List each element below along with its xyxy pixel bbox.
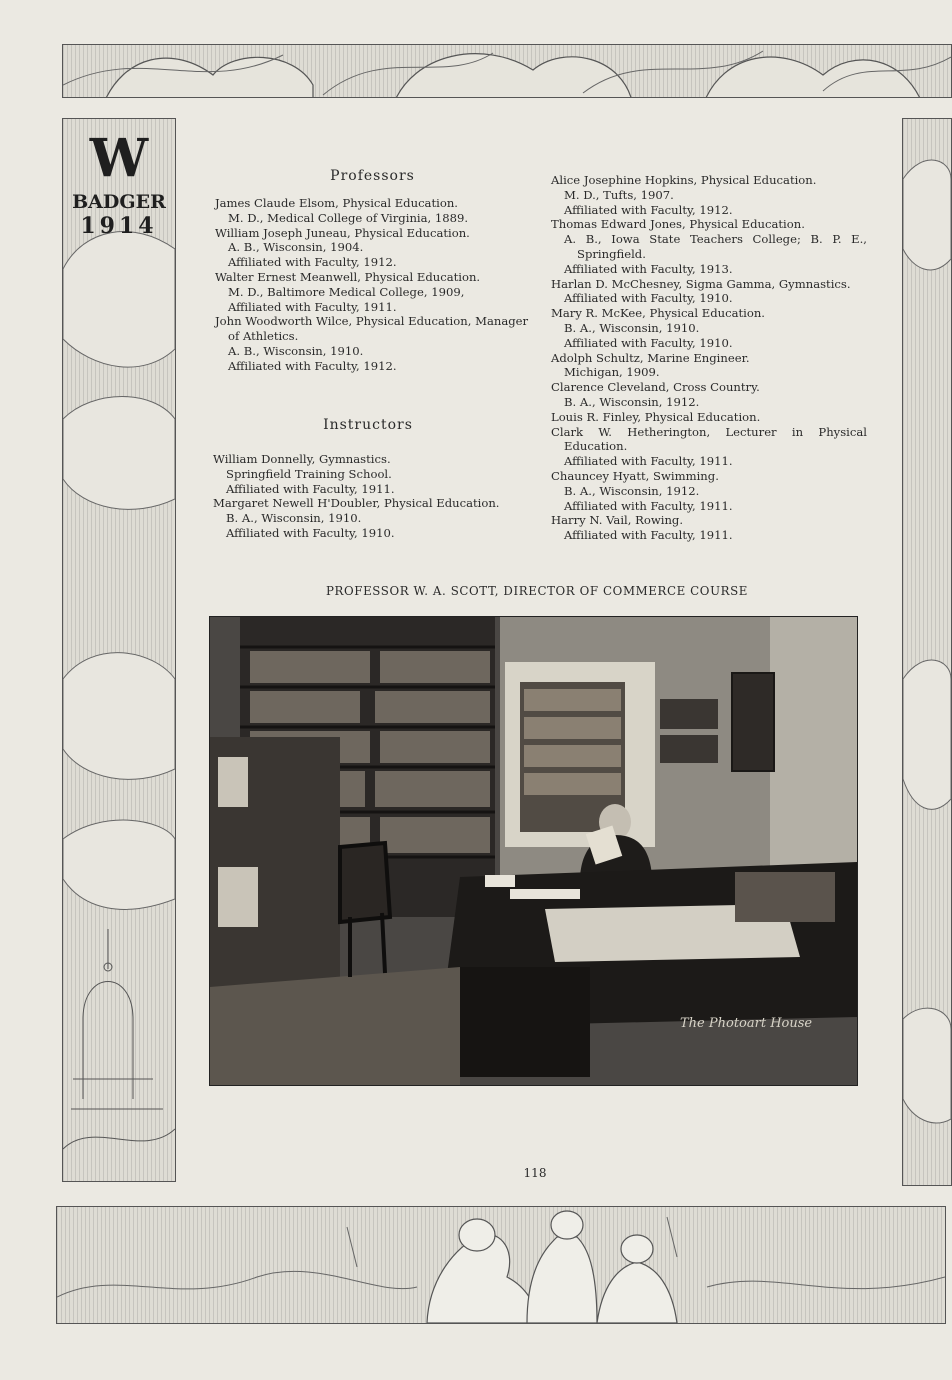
- entry-detail: M. D., Medical College of Virginia, 1889.: [228, 210, 469, 225]
- entry-name: Alice Josephine Hopkins, Physical Education.: [551, 173, 817, 187]
- office-scene: [210, 617, 857, 1085]
- entry-name: William Joseph Juneau, Physical Education.: [215, 225, 470, 240]
- right-decorative-border: [902, 118, 952, 1186]
- entry-detail: M. D., Baltimore Medical College, 1909,: [228, 284, 465, 299]
- logo-letter: W: [89, 128, 149, 189]
- entry-detail: B. A., Wisconsin, 1910.: [564, 320, 700, 335]
- entry-detail: Affiliated with Faculty, 1910.: [564, 291, 733, 306]
- entry-name: Clark W. Hetherington, Lecturer in Physical Education.: [551, 424, 867, 454]
- clouds-border-art: [903, 119, 951, 1185]
- clouds-capitol-border-art: [63, 119, 175, 1181]
- entry-detail: Affiliated with Faculty, 1911.: [564, 528, 733, 543]
- entry-detail: Michigan, 1909.: [564, 365, 660, 380]
- entry-detail: A. B., Wisconsin, 1904.: [228, 240, 364, 255]
- entry-detail: Affiliated with Faculty, 1910.: [564, 335, 733, 350]
- entry-name: James Claude Elsom, Physical Education.: [215, 196, 458, 210]
- entry-name: Harry N. Vail, Rowing.: [551, 513, 684, 528]
- top-decorative-border: [62, 44, 952, 98]
- entry-detail: Springfield Training School.: [226, 466, 392, 481]
- entry-name: John Woodworth Wilce, Physical Education, Manager of Athletics.: [215, 314, 529, 344]
- entry-name: Louis R. Finley, Physical Education.: [551, 409, 761, 424]
- entry-detail: B. A., Wisconsin, 1912.: [564, 394, 700, 409]
- professors-heading: Professors: [330, 168, 415, 184]
- entry-detail: A. B., Wisconsin, 1910.: [228, 343, 364, 358]
- entry-detail: Affiliated with Faculty, 1912.: [228, 255, 397, 270]
- entry-detail: B. A., Wisconsin, 1912.: [564, 483, 700, 498]
- office-photograph: [209, 616, 858, 1086]
- instructors-heading: Instructors: [323, 417, 413, 433]
- entry-detail: Affiliated with Faculty, 1912.: [564, 202, 733, 217]
- photo-caption: PROFESSOR W. A. SCOTT, DIRECTOR OF COMMERCE COURSE: [326, 584, 748, 598]
- entry-name: William Donnelly, Gymnastics.: [213, 452, 391, 466]
- logo-year: 1914: [80, 213, 158, 239]
- entry-name: Walter Ernest Meanwell, Physical Education.: [215, 269, 481, 284]
- photographer-signature: The Photoart House: [680, 1016, 813, 1031]
- entry-name: Chauncey Hyatt, Swimming.: [551, 468, 719, 483]
- entry-detail: Affiliated with Faculty, 1911.: [564, 498, 733, 513]
- left-decorative-border: [62, 118, 176, 1182]
- logo-word: BADGER: [72, 191, 166, 213]
- professors-list: [215, 196, 530, 374]
- entry-detail: Affiliated with Faculty, 1912.: [228, 358, 397, 373]
- entry-name: Adolph Schultz, Marine Engineer.: [551, 350, 750, 365]
- entry-detail: Affiliated with Faculty, 1910.: [226, 525, 395, 540]
- entry-detail: A. B., Iowa State Teachers College; B. P. E., Springfield.: [564, 232, 867, 261]
- entry-detail: Affiliated with Faculty, 1911.: [564, 454, 733, 469]
- floral-border-art: [63, 45, 951, 97]
- instructors-list-continued: [551, 173, 867, 543]
- entry-name: Clarence Cleveland, Cross Country.: [551, 380, 760, 395]
- entry-detail: M. D., Tufts, 1907.: [564, 187, 674, 202]
- bottom-decorative-border: [56, 1206, 946, 1324]
- entry-detail: B. A., Wisconsin, 1910.: [226, 511, 362, 526]
- entry-detail: Affiliated with Faculty, 1911.: [228, 299, 397, 314]
- entry-name: Thomas Edward Jones, Physical Education.: [551, 217, 805, 232]
- entry-name: Harlan D. McChesney, Sigma Gamma, Gymnastics.: [551, 276, 851, 291]
- instructors-list: [213, 452, 528, 541]
- page-number: 118: [523, 1166, 547, 1180]
- people-scene-border-art: [57, 1207, 945, 1323]
- entry-detail: Affiliated with Faculty, 1913.: [564, 261, 733, 276]
- entry-detail: Affiliated with Faculty, 1911.: [226, 481, 395, 496]
- entry-name: Mary R. McKee, Physical Education.: [551, 306, 765, 321]
- entry-name: Margaret Newell H'Doubler, Physical Education.: [213, 496, 500, 511]
